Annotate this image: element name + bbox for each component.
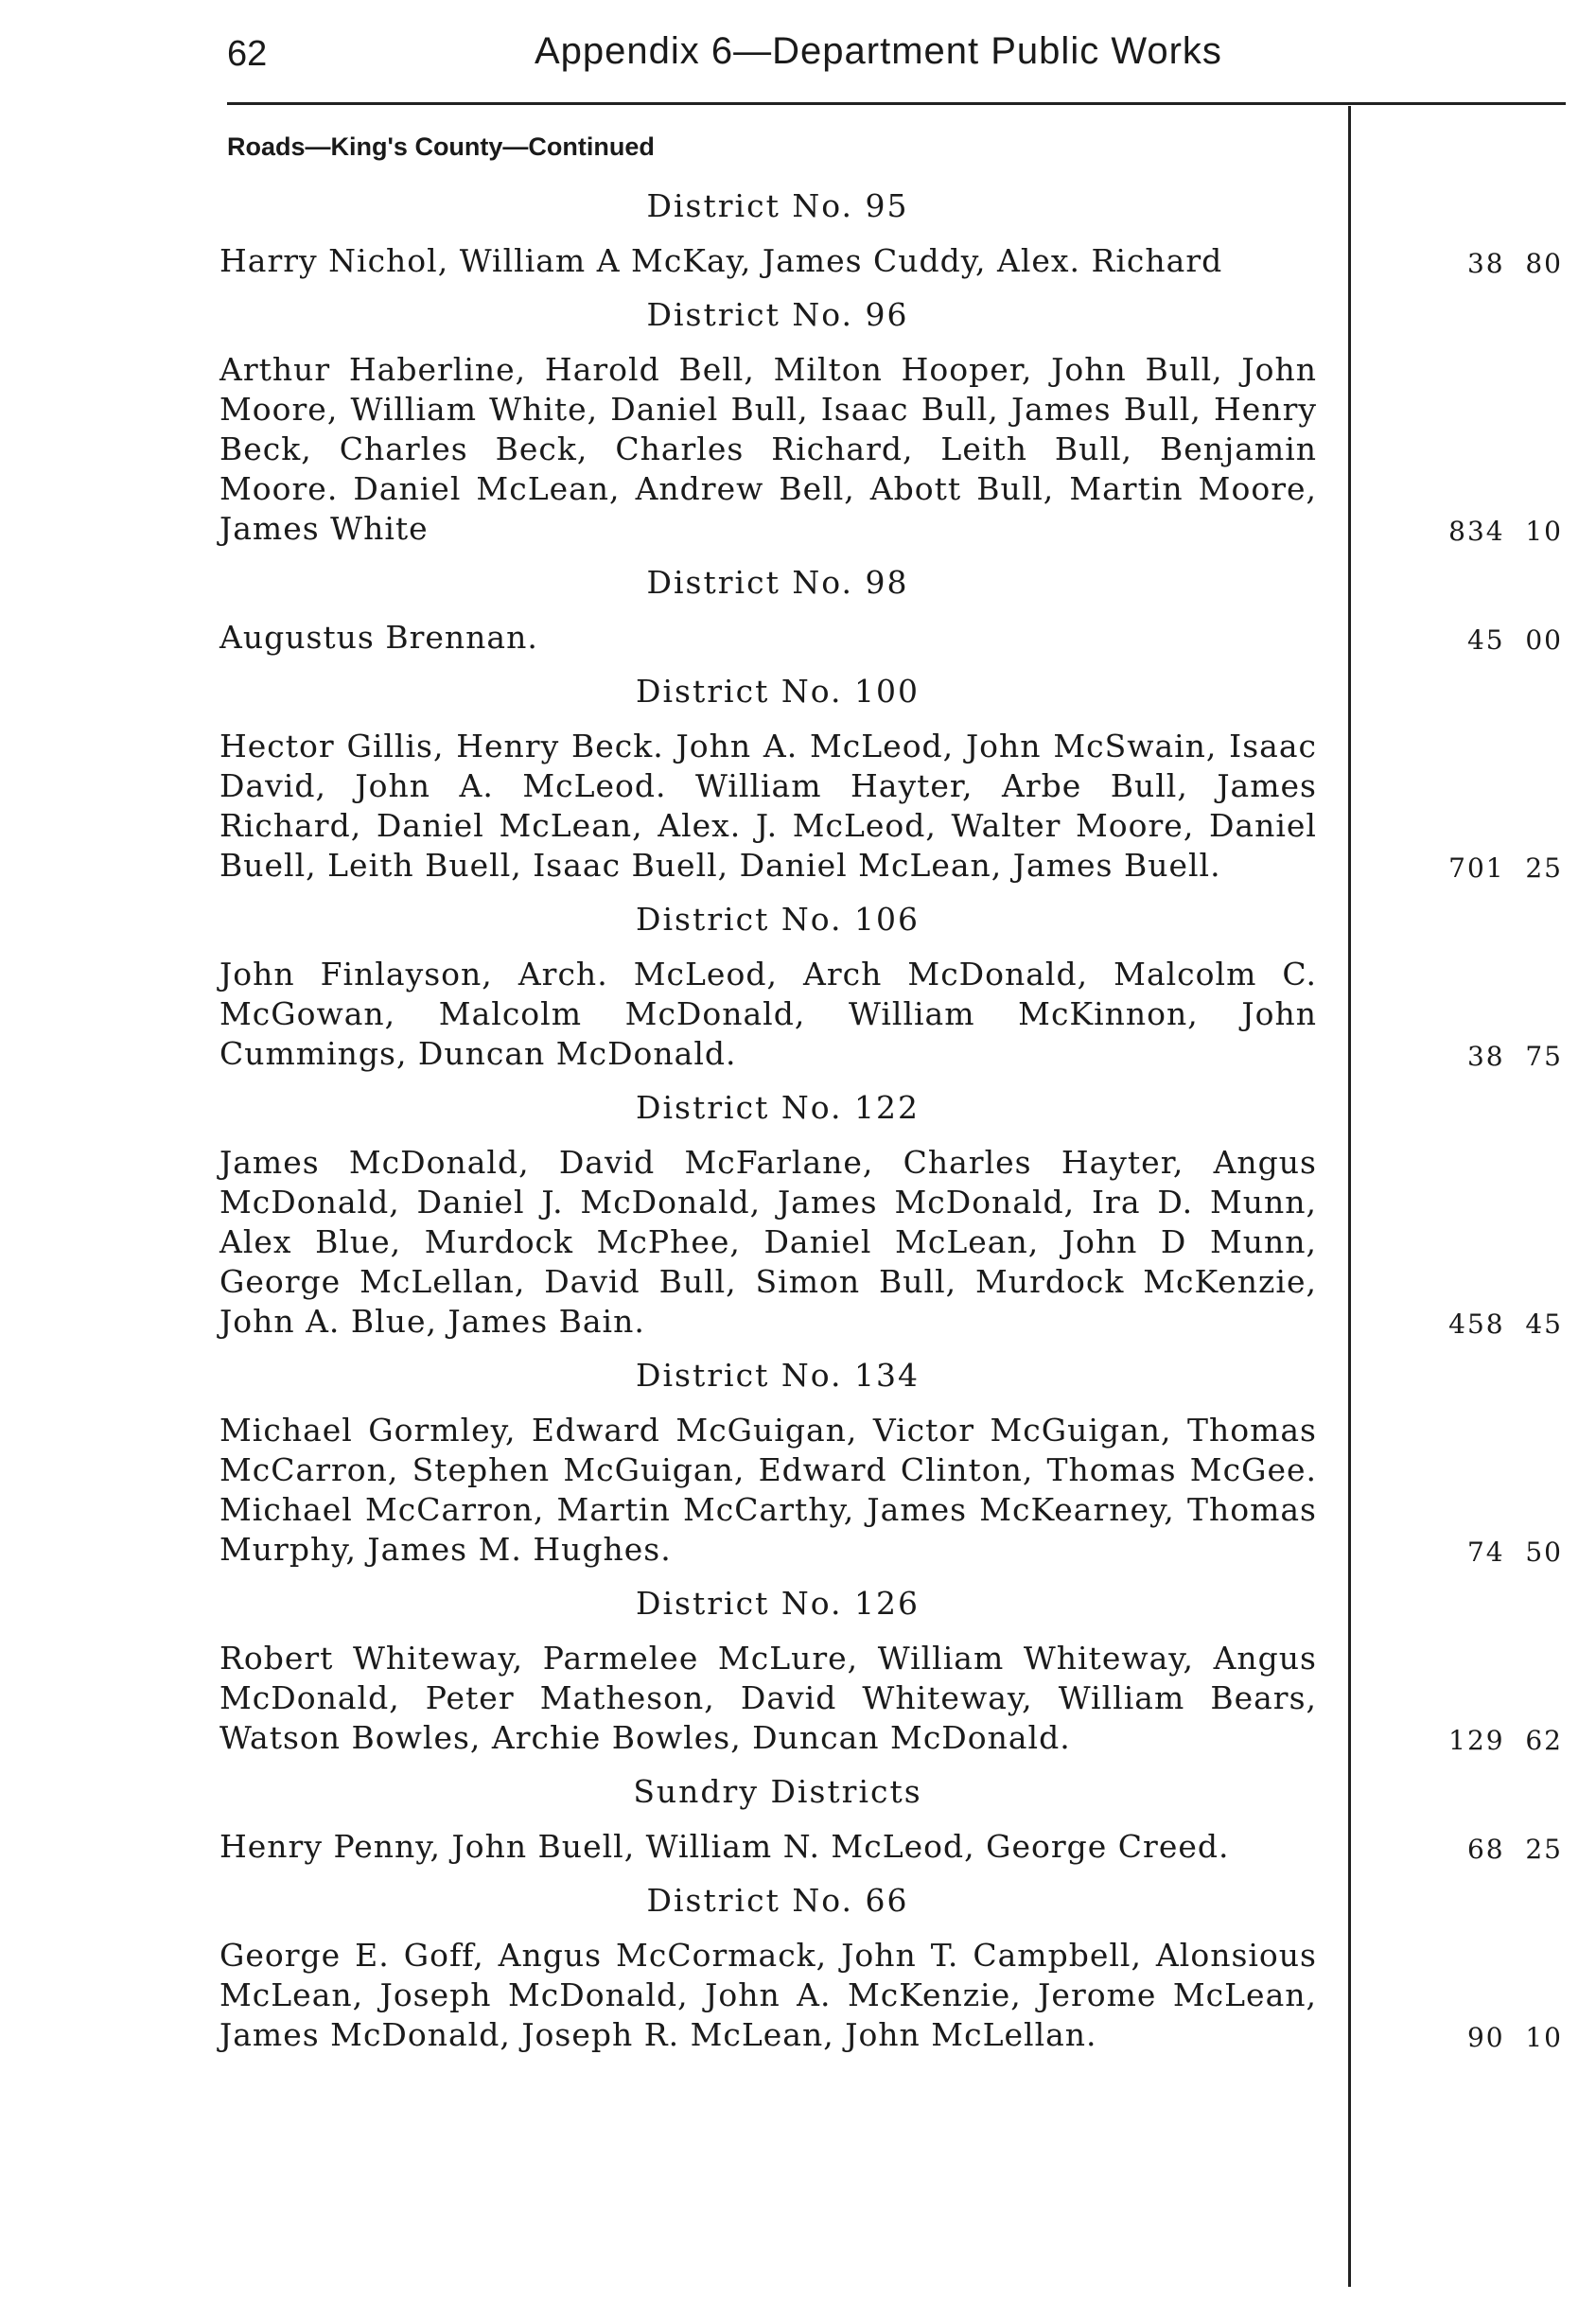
district-block <box>219 1773 1563 1867</box>
district-amount: 74 50 <box>1466 1537 1563 1568</box>
district-amount: 45 00 <box>1466 624 1563 656</box>
district-title: District No. 98 <box>646 564 909 601</box>
district-list <box>219 187 1563 2070</box>
header-rule <box>227 102 1566 105</box>
district-title: Sundry Districts <box>633 1773 922 1810</box>
district-names: John Finlayson, Arch. McLeod, Arch McDonald, Malcolm C. McGowan, Malcolm McDonald, William McKinnon, John Cummings, Duncan McDonald. <box>219 956 1317 1072</box>
district-names: James McDonald, David McFarlane, Charles Hayter, Angus McDonald, Daniel J. McDonald, James McDonald, Ira D. Munn, Alex Blue, Murdock McPhee, Daniel McLean, John D Munn, George McLellan, David Bull, Simon Bull, Murdock McKenzie, John A. Blue, James Bain. <box>219 1144 1317 1340</box>
district-amount: 38 75 <box>1466 1041 1563 1072</box>
district-names: Henry Penny, John Buell, William N. McLeod, George Creed. <box>219 1828 1230 1865</box>
district-entry <box>219 1936 1563 2055</box>
district-amount: 458 45 <box>1448 1309 1563 1340</box>
section-heading: Roads—King's County—Continued <box>227 132 655 161</box>
district-amount: 38 80 <box>1466 248 1563 279</box>
district-title: District No. 122 <box>636 1089 920 1126</box>
district-title: District No. 126 <box>636 1585 920 1622</box>
page-number: 62 <box>227 34 268 74</box>
district-amount: 68 25 <box>1466 1834 1563 1865</box>
district-title: District No. 95 <box>646 187 909 224</box>
district-entry <box>219 1143 1563 1342</box>
district-names: Robert Whiteway, Parmelee McLure, William Whiteway, Angus McDonald, Peter Matheson, David Whiteway, William Bears, Watson Bowles, Archie Bowles, Duncan McDonald. <box>219 1640 1317 1756</box>
district-entry <box>219 350 1563 549</box>
district-entry <box>219 618 1563 658</box>
district-block <box>219 1882 1563 2055</box>
district-names: Harry Nichol, William A McKay, James Cuddy, Alex. Richard <box>219 242 1223 279</box>
district-entry <box>219 727 1563 886</box>
district-entry <box>219 955 1563 1074</box>
district-amount: 701 25 <box>1448 852 1563 884</box>
district-title: District No. 100 <box>636 673 920 710</box>
district-block <box>219 673 1563 886</box>
district-title: District No. 106 <box>636 901 920 938</box>
district-block <box>219 901 1563 1074</box>
district-title: District No. 96 <box>646 296 909 333</box>
district-entry <box>219 241 1563 281</box>
district-block <box>219 1089 1563 1342</box>
district-entry <box>219 1639 1563 1758</box>
district-block <box>219 564 1563 658</box>
district-names: Augustus Brennan. <box>219 619 538 656</box>
district-block <box>219 296 1563 549</box>
district-amount: 834 10 <box>1448 516 1563 547</box>
district-block <box>219 187 1563 281</box>
running-title: Appendix 6—Department Public Works <box>535 30 1222 72</box>
district-title: District No. 66 <box>646 1882 909 1919</box>
district-block <box>219 1357 1563 1570</box>
district-names: Michael Gormley, Edward McGuigan, Victor McGuigan, Thomas McCarron, Stephen McGuigan, Edward Clinton, Thomas McGee. Michael McCarron, Martin McCarthy, James McKearney, Thomas Murphy, James M. Hughes. <box>219 1412 1317 1568</box>
district-entry <box>219 1411 1563 1570</box>
district-names: Hector Gillis, Henry Beck. John A. McLeod, John McSwain, Isaac David, John A. McLeod. William Hayter, Arbe Bull, James Richard, Daniel McLean, Alex. J. McLeod, Walter Moore, Daniel Buell, Leith Buell, Isaac Buell, Daniel McLean, James Buell. <box>219 728 1317 884</box>
district-amount: 90 10 <box>1466 2022 1563 2053</box>
district-entry <box>219 1827 1563 1867</box>
district-names: Arthur Haberline, Harold Bell, Milton Hooper, John Bull, John Moore, William White, Daniel Bull, Isaac Bull, James Bull, Henry Beck, Charles Beck, Charles Richard, Leith Bull, Benjamin Moore. Daniel McLean, Andrew Bell, Abott Bull, Martin Moore, James White <box>219 351 1317 547</box>
district-amount: 129 62 <box>1448 1725 1563 1756</box>
district-names: George E. Goff, Angus McCormack, John T. Campbell, Alonsious McLean, Joseph McDonald, John A. McKenzie, Jerome McLean, James McDonald, Joseph R. McLean, John McLellan. <box>219 1937 1317 2053</box>
district-block <box>219 1585 1563 1758</box>
district-title: District No. 134 <box>636 1357 920 1394</box>
